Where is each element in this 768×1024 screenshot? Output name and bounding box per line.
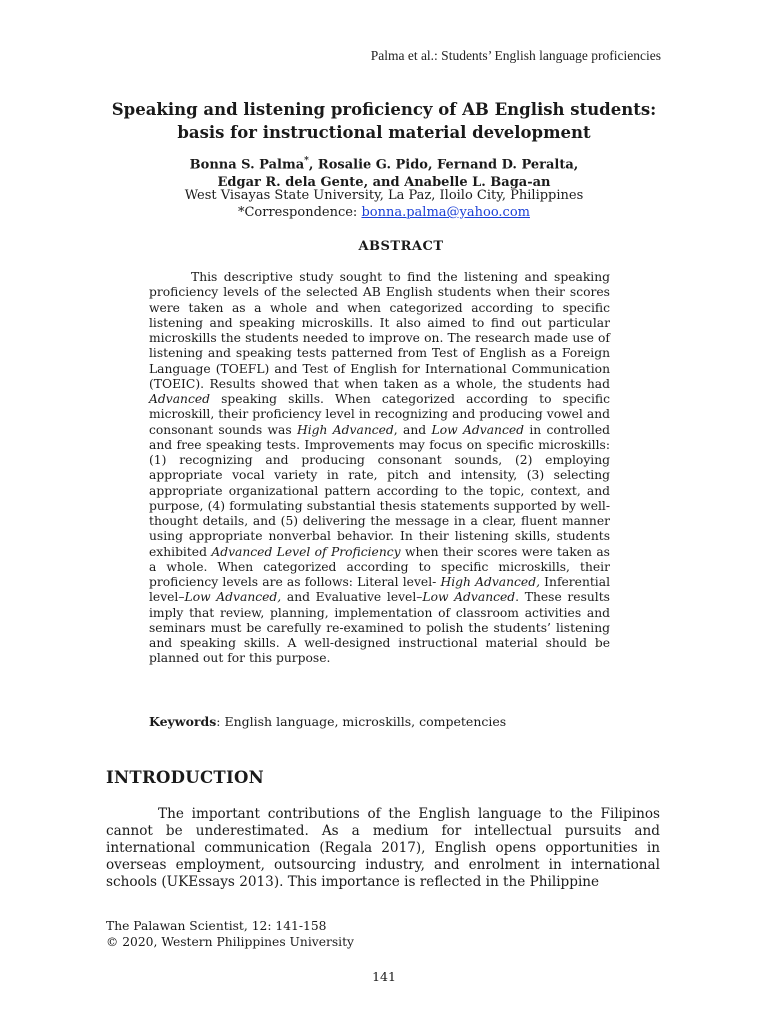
copyright: © 2020, Western Philippines University bbox=[106, 935, 355, 949]
abstract-heading: ABSTRACT bbox=[358, 239, 444, 254]
section-heading-introduction: INTRODUCTION bbox=[106, 768, 265, 787]
journal-citation: The Palawan Scientist, 12: 141-158 bbox=[106, 919, 327, 933]
journal-footer bbox=[106, 918, 354, 950]
author-primary: Bonna S. Palma bbox=[189, 157, 305, 173]
title-line-1: Speaking and listening proficiency of AB English students: bbox=[111, 100, 657, 119]
authors-line-2: Edgar R. dela Gente, and Anabelle L. Baga-an bbox=[217, 175, 551, 191]
title-line-2: basis for instructional material development bbox=[177, 123, 591, 142]
authors-rest: , Rosalie G. Pido, Fernand D. Peralta, bbox=[308, 157, 579, 173]
correspondence-email-link[interactable]: bonna.palma@yahoo.com bbox=[361, 205, 530, 220]
authors-line-1 bbox=[100, 152, 668, 174]
correspondence-label: *Correspondence: bbox=[237, 205, 362, 220]
correspondence-mark: * bbox=[304, 156, 309, 166]
correspondence bbox=[100, 204, 668, 221]
page-number: 141 bbox=[372, 969, 396, 984]
affiliation: West Visayas State University, La Paz, Iloilo City, Philippines bbox=[184, 188, 584, 203]
introduction-paragraph: The important contributions of the English language to the Filipinos cannot be underestimated. As a medium for intellectual pursuits and international communication (Regala 2017), English opens opportunities in overseas employment, outsourcing industry, and enrolment in international schools (UKEssays 2013). This importance is reflected in the Philippine bbox=[106, 806, 660, 890]
keywords-list: : English language, microskills, competencies bbox=[216, 714, 507, 729]
keywords bbox=[149, 714, 610, 730]
keywords-label: Keywords bbox=[149, 714, 217, 729]
running-head: Palma et al.: Students’ English language proficiencies bbox=[370, 48, 661, 63]
abstract-text: This descriptive study sought to find the listening and speaking proficiency levels of the selected AB English students when their scores were taken as a whole and when categorized according to specific listening and speaking microskills. It also aimed to find out particular microskills the students needed to improve on. The research made use of listening and speaking tests patterned from Test of English as a Foreign Language (TOEFL) and Test of English for International Communication (TOEIC). Results showed that when taken as a whole, the students had Advanced speaking skills. When categorized according to specific microskill, their proficiency level in recognizing and producing vowel and consonant sounds was High Advanced, and Low Advanced in controlled and free speaking tests. Improvements may focus on specific microskills: (1) recognizing and producing consonant sounds, (2) employing appropriate vocal variety in rate, pitch and intensity, (3) selecting appropriate organizational pattern according to the topic, context, and purpose, (4) formulating substantial thesis statements supported by well-thought details, and (5) delivering the message in a clear, fluent manner using appropriate nonverbal behavior. In their listening skills, students exhibited Advanced Level of Proficiency when their scores were taken as a whole. When categorized according to specific microskills, their proficiency levels are as follows: Literal level- High Advanced, Inferential level–Low Advanced, and Evaluative level–Low Advanced. These results imply that review, planning, implementation of classroom activities and seminars must be carefully re-examined to polish the students’ listening and speaking skills. A well-designed instructional material should be planned out for this purpose. bbox=[149, 270, 610, 666]
paper-title bbox=[100, 98, 668, 144]
